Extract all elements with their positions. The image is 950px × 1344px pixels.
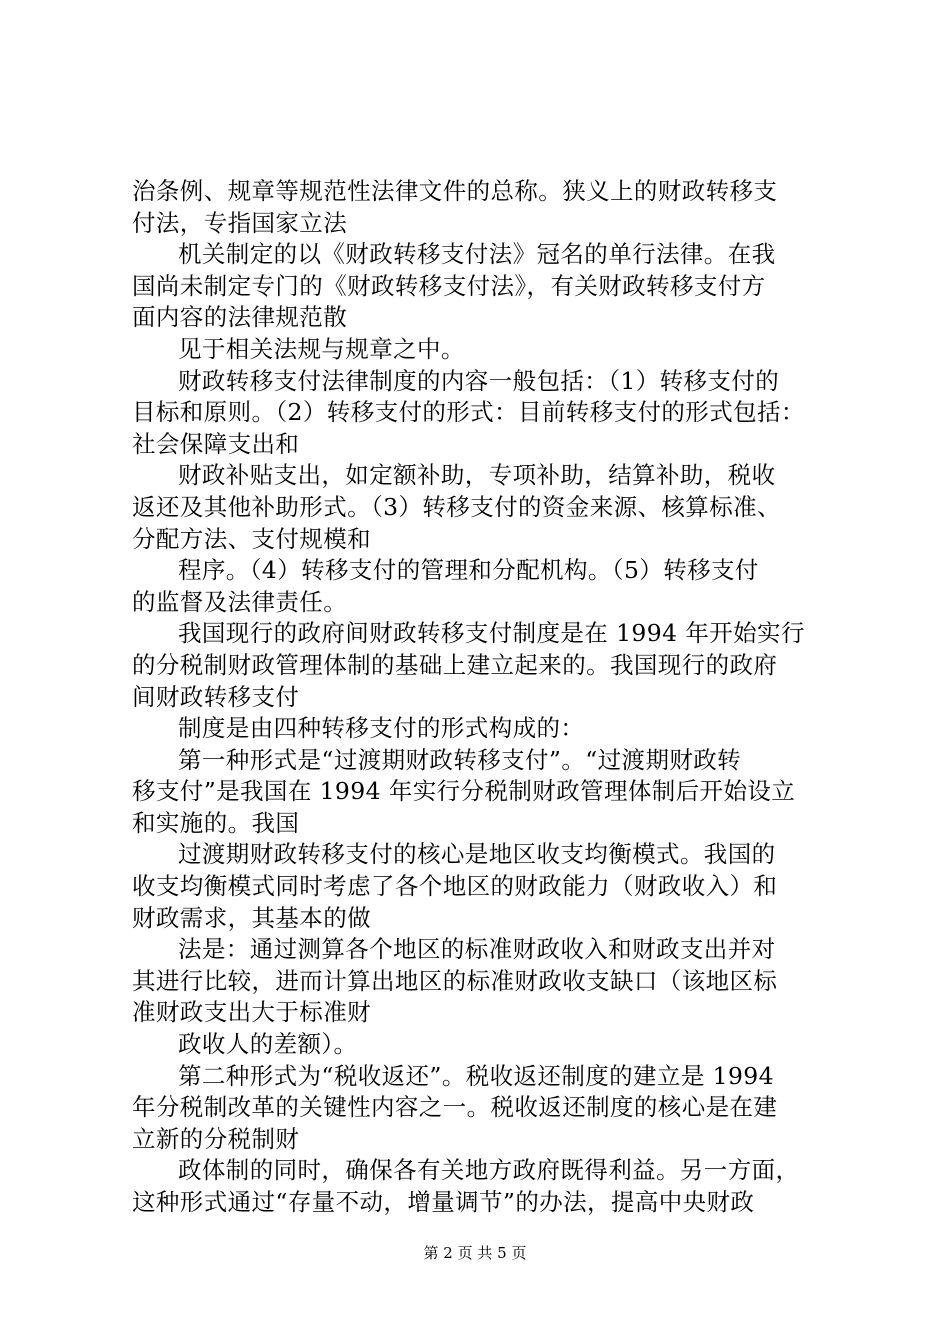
text-line: 年分税制改革的关键性内容之一。税收返还制度的核心是在建 — [132, 1093, 778, 1122]
text-line: 第二种形式为“税收返还”。税收返还制度的建立是 1994 — [178, 1061, 775, 1090]
text-line: 社会保障支出和 — [132, 429, 300, 458]
text-line: 程序。（4）转移支付的管理和分配机构。（5）转移支付 — [178, 556, 759, 585]
text-line: 准财政支出大于标准财 — [132, 998, 371, 1027]
text-line: 政体制的同时，确保各有关地方政府既得利益。另一方面， — [178, 1156, 800, 1185]
text-line: 这种形式通过“存量不动，增量调节”的办法，提高中央财政 — [132, 1188, 755, 1216]
text-line: 政收人的差额）。 — [178, 1030, 358, 1059]
text-line: 目标和原则。（2）转移支付的形式：目前转移支付的形式包括： — [132, 398, 805, 427]
text-line: 我国现行的政府间财政转移支付制度是在 1994 年开始实行 — [178, 619, 805, 648]
text-line: 付法，专指国家立法 — [132, 208, 348, 237]
text-line: 返还及其他补助形式。（3）转移支付的资金来源、核算标准、 — [132, 492, 781, 521]
text-line: 国尚未制定专门的《财政转移支付法》，有关财政转移支付方 — [132, 271, 766, 300]
text-line: 的监督及法律责任。 — [132, 587, 348, 616]
text-line: 过渡期财政转移支付的核心是地区收支均衡模式。我国的 — [178, 840, 776, 869]
text-line: 第一种形式是“过渡期财政转移支付”。“过渡期财政转 — [178, 745, 742, 774]
page-footer: 第 2 页 共 5 页 — [423, 1244, 527, 1262]
text-line: 财政补贴支出，如定额补助，专项补助，结算补助，税收 — [178, 461, 776, 490]
text-line: 机关制定的以《财政转移支付法》冠名的单行法律。在我 — [178, 240, 776, 269]
text-line: 见于相关法规与规章之中。 — [178, 334, 465, 363]
text-line: 财政转移支付法律制度的内容一般包括：（1）转移支付的 — [178, 366, 780, 395]
text-line: 其进行比较，进而计算出地区的标准财政收支缺口（该地区标 — [132, 966, 778, 995]
text-line: 间财政转移支付 — [132, 682, 300, 711]
text-line: 制度是由四种转移支付的形式构成的： — [178, 714, 585, 743]
text-line: 面内容的法律规范散 — [132, 303, 348, 332]
document-body — [132, 176, 832, 1219]
text-line: 立新的分税制财 — [132, 1124, 300, 1153]
text-line: 财政需求，其基本的做 — [132, 903, 371, 932]
text-line: 分配方法、支付规模和 — [132, 524, 371, 553]
text-line: 法是：通过测算各个地区的标准财政收入和财政支出并对 — [178, 935, 776, 964]
text-line: 移支付”是我国在 1994 年实行分税制财政管理体制后开始设立 — [132, 777, 796, 806]
text-line: 和实施的。我国 — [132, 808, 300, 837]
text-line: 收支均衡模式同时考虑了各个地区的财政能力（财政收入）和 — [132, 872, 778, 901]
text-line: 的分税制财政管理体制的基础上建立起来的。我国现行的政府 — [132, 650, 778, 679]
text-line: 治条例、规章等规范性法律文件的总称。狭义上的财政转移支 — [132, 177, 778, 205]
